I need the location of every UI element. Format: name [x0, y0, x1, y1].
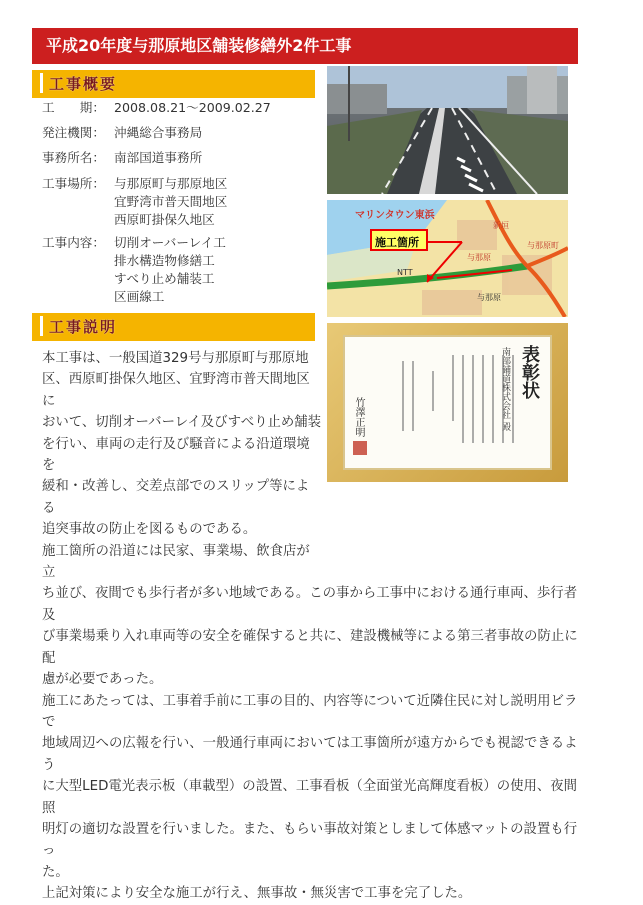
heading-bar [40, 73, 43, 93]
site-label: 工事場所： [42, 176, 105, 191]
content-value-2: すべり止め舗装工 [114, 271, 215, 286]
road-photo-svg [327, 66, 568, 194]
map-place-label: 与那原 [467, 253, 491, 262]
desc-line: び事業場乗り入れ車両等の安全を確保すると共に、建設機械等による第三者事故の防止に配 [42, 629, 578, 666]
overview-heading: 工事概要 [32, 70, 315, 98]
map-site-label: 施工箇所 [375, 236, 419, 249]
period-label: 工 期： [42, 100, 105, 115]
certificate-recipient: 南部鋪道株式会社 殿 [500, 347, 510, 431]
map-place-label: NTT [397, 268, 413, 277]
desc-line: 追突事故の防止を図るものである。 [42, 522, 257, 538]
desc-line: た。 [42, 864, 69, 880]
map-title-label: マリンタウン東浜 [355, 210, 435, 221]
map-place-label: 与那原 [477, 293, 501, 302]
desc-line: に大型LED電光表示板（車載型）の設置、工事看板（全面蛍光高輝度看板）の使用、夜間照 [42, 779, 578, 816]
period-value: 2008.08.21～2009.02.27 [114, 100, 271, 115]
heading-bar [40, 316, 43, 336]
desc-line: 施工にあたっては、工事着手前に工事の目的、内容等について近隣住民に対し説明用ビラで [42, 693, 578, 730]
site-value-0: 与那原町与那原地区 [114, 176, 228, 191]
award-certificate [327, 323, 568, 482]
road-photo [327, 66, 568, 194]
office-value: 南部国道事務所 [114, 150, 203, 165]
desc-line: 緩和・改善し、交差点部でのスリップ等による [42, 479, 310, 516]
description-heading: 工事説明 [32, 313, 315, 341]
desc-line: 本工事は、一般国道329号与那原町与那原地 [42, 351, 309, 366]
desc-line: おいて、切削オーバーレイ及びすべり止め舗装 [42, 415, 322, 431]
desc-line: を行い、車両の走行及び騒音による沿道環境を [42, 436, 310, 474]
certificate-signer: 竹澤正明 [353, 397, 364, 437]
seal-stamp [353, 441, 367, 455]
page-title: 平成20年度与那原地区舗装修繕外2件工事 [32, 28, 578, 64]
desc-line: 上記対策により安全な施工が行え、無事故・無災害で工事を完了した。 [42, 886, 472, 902]
desc-line: 明灯の適切な設置を行いました。また、もらい事故対策としまして体感マットの設置も行っ [42, 821, 578, 859]
content-label: 工事内容： [42, 235, 105, 250]
site-value-2: 西原町掛保久地区 [114, 212, 215, 227]
desc-line: 区、西原町掛保久地区、宜野湾市普天間地区に [42, 372, 310, 409]
site-map [327, 200, 568, 317]
site-value-1: 宜野湾市普天間地区 [114, 194, 228, 209]
orderer-value: 沖縄総合事務局 [114, 125, 203, 140]
content-value-3: 区画線工 [114, 289, 165, 304]
certificate-text-lines [373, 351, 523, 451]
desc-line: ち並び、夜間でも歩行者が多い地域である。この事から工事中における通行車両、歩行者及 [42, 586, 578, 623]
desc-line: 施工箇所の沿道には民家、事業場、飲食店が立 [42, 543, 310, 581]
content-value-0: 切削オーバーレイ工 [114, 235, 226, 250]
map-place-label: 与那原町 [527, 241, 559, 250]
certificate-paper [343, 335, 552, 470]
desc-line: 地域周辺への広報を行い、一般通行車両においては工事箇所が遠方からでも視認できるよう [42, 736, 578, 773]
desc-line: 慮が必要であった。 [42, 672, 163, 688]
map-place-label: 新垣 [493, 221, 509, 230]
office-label: 事務所名： [42, 150, 105, 165]
content-value-1: 排水構造物修繕工 [114, 253, 215, 268]
certificate-heading: 表彰状 [519, 345, 540, 399]
orderer-label: 発注機関： [42, 125, 105, 140]
